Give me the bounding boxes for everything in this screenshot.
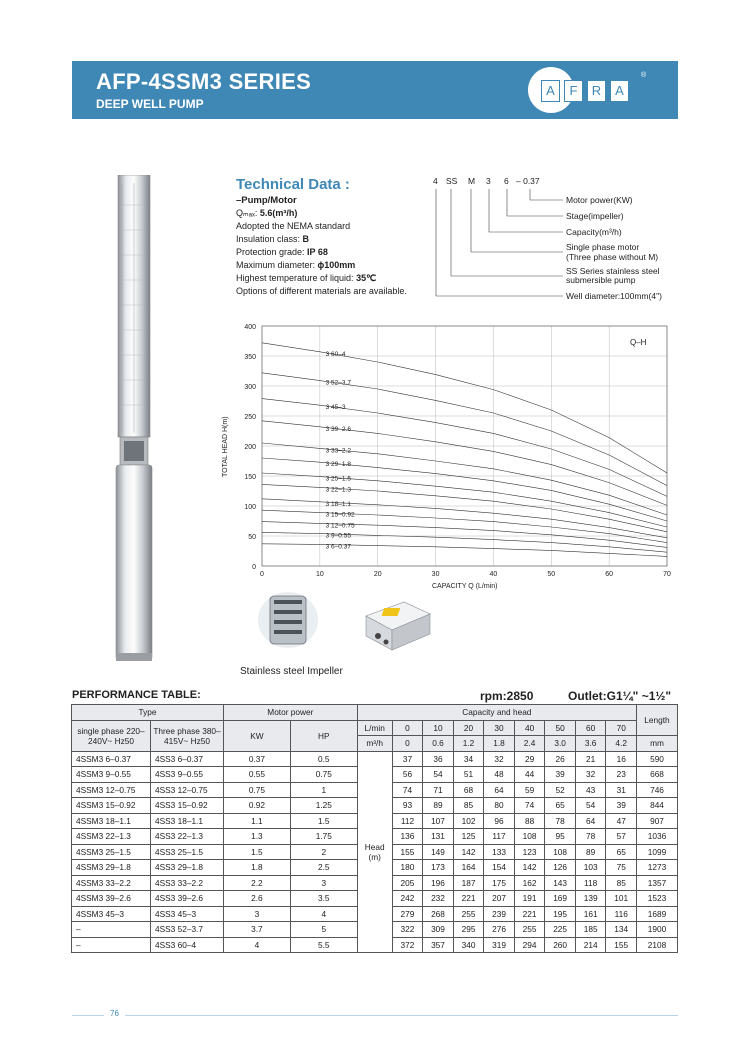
unit-lmin: L/min xyxy=(357,720,392,736)
head-cell: 279 xyxy=(392,906,423,922)
head-cell: 142 xyxy=(514,860,545,876)
three-phase-model: 4SS3 39–2.6 xyxy=(151,891,224,907)
series-line xyxy=(262,522,667,551)
series-label: 3 33–2.2 xyxy=(325,447,351,455)
y-tick-label: 50 xyxy=(248,534,256,541)
head-cell: 155 xyxy=(392,844,423,860)
three-phase-model: 4SS3 45–3 xyxy=(151,906,224,922)
head-cell: 108 xyxy=(514,829,545,845)
head-cell: 102 xyxy=(453,813,484,829)
head-cell: 64 xyxy=(484,782,515,798)
code-label: submersible pump xyxy=(566,275,636,285)
kw-header: KW xyxy=(224,720,291,751)
tech-line-label: Qₘₐₓ: xyxy=(236,208,260,218)
series-label: 3 25–1.5 xyxy=(325,475,351,483)
x-tick-label: 60 xyxy=(605,571,614,578)
unit-m3h: m³/h xyxy=(357,736,392,752)
length-cell: 590 xyxy=(637,751,678,767)
head-cell: 57 xyxy=(606,829,637,845)
head-cell: 195 xyxy=(545,906,576,922)
kw-cell: 2.2 xyxy=(224,875,291,891)
series-line xyxy=(262,510,667,542)
header-banner xyxy=(72,61,678,119)
flow-m3h: 0 xyxy=(392,736,423,752)
chart-ylabel: TOTAL HEAD H(m) xyxy=(222,416,229,477)
head-cell: 242 xyxy=(392,891,423,907)
logo-letter: R xyxy=(587,80,606,102)
kw-cell: 1.8 xyxy=(224,860,291,876)
single-phase-model: 4SSM3 15–0.92 xyxy=(72,798,151,814)
capacity-head-header: Capacity and head xyxy=(357,705,636,721)
head-cell: 85 xyxy=(606,875,637,891)
tech-line xyxy=(236,246,407,259)
head-cell: 108 xyxy=(545,844,576,860)
head-cell: 65 xyxy=(606,844,637,860)
footer-line xyxy=(72,1015,678,1016)
control-box-image xyxy=(356,598,436,656)
head-cell: 93 xyxy=(392,798,423,814)
single-phase-model: 4SSM3 18–1.1 xyxy=(72,813,151,829)
hp-header: HP xyxy=(290,720,357,751)
technical-data xyxy=(236,176,407,298)
hp-cell: 1.75 xyxy=(290,829,357,845)
flow-m3h: 3.0 xyxy=(545,736,576,752)
three-phase-model: 4SS3 52–3.7 xyxy=(151,922,224,938)
head-cell: 162 xyxy=(514,875,545,891)
series-label: 3 6–0.37 xyxy=(325,543,351,551)
tech-line-label: Maximum diameter: xyxy=(236,260,318,270)
kw-cell: 1.1 xyxy=(224,813,291,829)
head-cell: 125 xyxy=(453,829,484,845)
head-cell: 221 xyxy=(514,906,545,922)
kw-cell: 0.37 xyxy=(224,751,291,767)
series-label: 3 60–4 xyxy=(325,350,346,358)
three-phase-model: 4SS3 29–1.8 xyxy=(151,860,224,876)
head-cell: 175 xyxy=(484,875,515,891)
head-cell: 43 xyxy=(575,782,606,798)
hp-cell: 1.25 xyxy=(290,798,357,814)
head-cell: 207 xyxy=(484,891,515,907)
head-cell: 357 xyxy=(423,937,454,953)
three-phase-model: 4SS3 25–1.5 xyxy=(151,844,224,860)
head-cell: 340 xyxy=(453,937,484,953)
length-cell: 746 xyxy=(637,782,678,798)
head-cell: 39 xyxy=(545,767,576,783)
head-cell: 37 xyxy=(392,751,423,767)
code-label: Well diameter:100mm(4") xyxy=(566,291,662,301)
code-label: (Three phase without M) xyxy=(566,252,659,262)
head-cell: 44 xyxy=(514,767,545,783)
head-cell: 31 xyxy=(606,782,637,798)
three-phase-model: 4SS3 33–2.2 xyxy=(151,875,224,891)
three-phase-model: 4SS3 12–0.75 xyxy=(151,782,224,798)
x-tick-label: 0 xyxy=(260,571,264,578)
series-label: 3 15–0.92 xyxy=(325,511,355,519)
single-phase-model: 4SSM3 22–1.3 xyxy=(72,829,151,845)
tech-line xyxy=(236,272,407,285)
head-cell: 78 xyxy=(575,829,606,845)
series-line xyxy=(262,421,667,506)
three-phase-model: 4SS3 6–0.37 xyxy=(151,751,224,767)
logo-letter: A xyxy=(610,80,629,102)
three-phase-model: 4SS3 22–1.3 xyxy=(151,829,224,845)
head-cell: 52 xyxy=(545,782,576,798)
hp-cell: 5.5 xyxy=(290,937,357,953)
length-header: Length xyxy=(637,705,678,736)
impeller-caption: Stainless steel Impeller xyxy=(240,666,343,677)
tech-line-label: Highest temperature of liquid: xyxy=(236,273,357,283)
y-tick-label: 150 xyxy=(244,474,256,481)
unit-mm: mm xyxy=(637,736,678,752)
series-title: AFP-4SSM3 SERIES xyxy=(96,69,312,94)
head-cell: 56 xyxy=(392,767,423,783)
page-number: 76 xyxy=(104,1009,125,1018)
series-label: 3 12–0.75 xyxy=(325,522,355,530)
kw-cell: 0.55 xyxy=(224,767,291,783)
head-cell: 103 xyxy=(575,860,606,876)
kw-cell: 4 xyxy=(224,937,291,953)
logo-letter: F xyxy=(564,80,583,102)
head-cell: 85 xyxy=(453,798,484,814)
head-cell: 136 xyxy=(392,829,423,845)
motor-power-header: Motor power xyxy=(224,705,358,721)
hp-cell: 5 xyxy=(290,922,357,938)
table-row xyxy=(72,751,678,767)
y-tick-label: 100 xyxy=(244,504,256,511)
head-cell: 107 xyxy=(423,813,454,829)
head-cell: 164 xyxy=(453,860,484,876)
chart-title: Q–H xyxy=(630,338,647,347)
length-cell: 2108 xyxy=(637,937,678,953)
single-phase-model: – xyxy=(72,937,151,953)
flow-lmin: 50 xyxy=(545,720,576,736)
hp-cell: 2 xyxy=(290,844,357,860)
head-cell: 319 xyxy=(484,937,515,953)
head-cell: 23 xyxy=(606,767,637,783)
outlet-label: Outlet:G1¼" ~1½" xyxy=(568,689,672,703)
series-line xyxy=(262,499,667,538)
head-cell: 64 xyxy=(575,813,606,829)
head-cell: 89 xyxy=(575,844,606,860)
single-phase-model: 4SSM3 29–1.8 xyxy=(72,860,151,876)
rpm-label: rpm:2850 xyxy=(480,689,534,703)
model-code-diagram xyxy=(430,172,680,307)
three-phase-model: 4SS3 18–1.1 xyxy=(151,813,224,829)
head-cell: 78 xyxy=(545,813,576,829)
code-part: – 0.37 xyxy=(516,176,540,186)
head-cell: 54 xyxy=(575,798,606,814)
head-cell: 154 xyxy=(484,860,515,876)
head-cell: 89 xyxy=(423,798,454,814)
head-cell: 255 xyxy=(514,922,545,938)
flow-m3h: 4.2 xyxy=(606,736,637,752)
head-cell: 71 xyxy=(423,782,454,798)
series-line xyxy=(262,484,667,531)
head-cell: 133 xyxy=(484,844,515,860)
head-cell: 268 xyxy=(423,906,454,922)
type-header: Type xyxy=(72,705,224,721)
kw-cell: 1.5 xyxy=(224,844,291,860)
length-cell: 1273 xyxy=(637,860,678,876)
pump-image xyxy=(110,175,158,665)
hp-cell: 1.5 xyxy=(290,813,357,829)
flow-lmin: 20 xyxy=(453,720,484,736)
head-cell: 68 xyxy=(453,782,484,798)
head-cell: 112 xyxy=(392,813,423,829)
series-subtitle: DEEP WELL PUMP xyxy=(96,97,204,111)
head-cell: 16 xyxy=(606,751,637,767)
series-line xyxy=(262,544,667,557)
head-cell: 47 xyxy=(606,813,637,829)
three-phase-model: 4SS3 9–0.55 xyxy=(151,767,224,783)
tech-line xyxy=(236,285,407,298)
head-cell: 26 xyxy=(545,751,576,767)
qh-chart xyxy=(210,315,680,595)
single-phase-model: 4SSM3 12–0.75 xyxy=(72,782,151,798)
single-phase-model: 4SSM3 39–2.6 xyxy=(72,891,151,907)
logo-letter: A xyxy=(541,80,560,102)
head-cell: 221 xyxy=(453,891,484,907)
series-line xyxy=(262,532,667,552)
y-tick-label: 400 xyxy=(244,324,256,331)
flow-m3h: 0.6 xyxy=(423,736,454,752)
code-label: Stage(impeller) xyxy=(566,211,624,221)
single-phase-model: 4SSM3 6–0.37 xyxy=(72,751,151,767)
code-part: 6 xyxy=(504,176,509,186)
head-cell: 260 xyxy=(545,937,576,953)
y-tick-label: 250 xyxy=(244,414,256,421)
registered-mark: ® xyxy=(641,72,647,79)
code-label: Capacity(m³/h) xyxy=(566,227,622,237)
head-label-cell: Head (m) xyxy=(357,751,392,953)
tech-line-value: 35℃ xyxy=(356,273,377,283)
tech-line xyxy=(236,259,407,272)
three-phase-header: Three phase 380–415V~ Hz50 xyxy=(151,720,224,751)
head-cell: 143 xyxy=(545,875,576,891)
series-label: 3 52–3.7 xyxy=(325,379,351,387)
head-cell: 205 xyxy=(392,875,423,891)
hp-cell: 1 xyxy=(290,782,357,798)
head-cell: 51 xyxy=(453,767,484,783)
head-cell: 32 xyxy=(575,767,606,783)
x-tick-label: 70 xyxy=(663,571,671,578)
flow-lmin: 0 xyxy=(392,720,423,736)
head-cell: 48 xyxy=(484,767,515,783)
series-label: 3 29–1.8 xyxy=(325,461,351,469)
head-cell: 149 xyxy=(423,844,454,860)
length-cell: 844 xyxy=(637,798,678,814)
x-tick-label: 50 xyxy=(547,571,556,578)
head-cell: 74 xyxy=(514,798,545,814)
single-phase-model: 4SSM3 33–2.2 xyxy=(72,875,151,891)
hp-cell: 3 xyxy=(290,875,357,891)
head-cell: 294 xyxy=(514,937,545,953)
code-label: Single phase motor xyxy=(566,242,640,252)
head-cell: 34 xyxy=(453,751,484,767)
head-cell: 118 xyxy=(575,875,606,891)
head-cell: 54 xyxy=(423,767,454,783)
tech-subheading: –Pump/Motor xyxy=(236,195,297,206)
head-cell: 123 xyxy=(514,844,545,860)
head-cell: 276 xyxy=(484,922,515,938)
series-label: 3 22–1.3 xyxy=(325,486,351,494)
series-label: 3 45–3 xyxy=(325,404,346,412)
hp-cell: 0.5 xyxy=(290,751,357,767)
x-tick-label: 30 xyxy=(431,571,440,578)
head-cell: 101 xyxy=(606,891,637,907)
length-cell: 1689 xyxy=(637,906,678,922)
y-tick-label: 300 xyxy=(244,384,256,391)
hp-cell: 4 xyxy=(290,906,357,922)
single-phase-model: 4SSM3 45–3 xyxy=(72,906,151,922)
tech-line xyxy=(236,207,407,220)
length-cell: 1357 xyxy=(637,875,678,891)
length-cell: 1523 xyxy=(637,891,678,907)
series-line xyxy=(262,343,667,473)
head-cell: 117 xyxy=(484,829,515,845)
y-tick-label: 0 xyxy=(252,564,256,571)
head-cell: 96 xyxy=(484,813,515,829)
tech-line-value: IP 68 xyxy=(307,247,328,257)
tech-line-label: Insulation class: xyxy=(236,234,303,244)
kw-cell: 2.6 xyxy=(224,891,291,907)
flow-lmin: 60 xyxy=(575,720,606,736)
tech-line xyxy=(236,233,407,246)
head-cell: 131 xyxy=(423,829,454,845)
head-cell: 191 xyxy=(514,891,545,907)
series-label: 3 39–2.6 xyxy=(325,425,351,433)
single-phase-model: 4SSM3 25–1.5 xyxy=(72,844,151,860)
series-label: 3 18–1.1 xyxy=(325,500,351,508)
chart-xlabel: CAPACITY Q (L/min) xyxy=(432,583,498,590)
head-cell: 142 xyxy=(453,844,484,860)
afra-logo xyxy=(528,67,668,113)
performance-table xyxy=(71,704,678,953)
single-phase-model: 4SSM3 9–0.55 xyxy=(72,767,151,783)
hp-cell: 3.5 xyxy=(290,891,357,907)
head-cell: 295 xyxy=(453,922,484,938)
head-cell: 169 xyxy=(545,891,576,907)
three-phase-model: 4SS3 60–4 xyxy=(151,937,224,953)
head-cell: 134 xyxy=(606,922,637,938)
head-cell: 372 xyxy=(392,937,423,953)
head-cell: 74 xyxy=(392,782,423,798)
single-phase-model: – xyxy=(72,922,151,938)
head-cell: 65 xyxy=(545,798,576,814)
head-cell: 126 xyxy=(545,860,576,876)
head-cell: 21 xyxy=(575,751,606,767)
code-part: M xyxy=(468,176,476,186)
tech-line-value: 5.6(m³/h) xyxy=(259,208,298,218)
head-cell: 88 xyxy=(514,813,545,829)
head-cell: 214 xyxy=(575,937,606,953)
tech-line-value: B xyxy=(302,234,310,244)
head-cell: 29 xyxy=(514,751,545,767)
head-cell: 322 xyxy=(392,922,423,938)
head-cell: 185 xyxy=(575,922,606,938)
kw-cell: 3.7 xyxy=(224,922,291,938)
kw-cell: 1.3 xyxy=(224,829,291,845)
code-part: SS xyxy=(446,176,458,186)
flow-lmin: 70 xyxy=(606,720,637,736)
flow-m3h: 2.4 xyxy=(514,736,545,752)
length-cell: 907 xyxy=(637,813,678,829)
tech-line-label: Options of different materials are available. xyxy=(236,286,407,296)
flow-lmin: 10 xyxy=(423,720,454,736)
y-tick-label: 350 xyxy=(244,354,256,361)
impeller-image xyxy=(256,590,320,650)
tech-line-label: Protection grade: xyxy=(236,247,308,257)
head-cell: 180 xyxy=(392,860,423,876)
head-cell: 32 xyxy=(484,751,515,767)
code-label: SS Series stainless steel xyxy=(566,266,660,276)
head-cell: 161 xyxy=(575,906,606,922)
three-phase-model: 4SS3 15–0.92 xyxy=(151,798,224,814)
code-label: Motor power(KW) xyxy=(566,195,633,205)
single-phase-header: single phase 220–240V~ Hz50 xyxy=(72,720,151,751)
head-cell: 80 xyxy=(484,798,515,814)
head-cell: 255 xyxy=(453,906,484,922)
kw-cell: 3 xyxy=(224,906,291,922)
head-cell: 116 xyxy=(606,906,637,922)
length-cell: 1099 xyxy=(637,844,678,860)
x-tick-label: 20 xyxy=(373,571,382,578)
head-cell: 225 xyxy=(545,922,576,938)
performance-title: PERFORMANCE TABLE: xyxy=(72,689,201,701)
y-tick-label: 200 xyxy=(244,444,256,451)
head-cell: 187 xyxy=(453,875,484,891)
tech-line-label: Adopted the NEMA standard xyxy=(236,221,351,231)
length-cell: 1900 xyxy=(637,922,678,938)
head-cell: 75 xyxy=(606,860,637,876)
head-cell: 36 xyxy=(423,751,454,767)
hp-cell: 2.5 xyxy=(290,860,357,876)
code-part: 3 xyxy=(486,176,491,186)
head-cell: 139 xyxy=(575,891,606,907)
flow-m3h: 1.8 xyxy=(484,736,515,752)
head-cell: 39 xyxy=(606,798,637,814)
flow-lmin: 40 xyxy=(514,720,545,736)
code-part: 4 xyxy=(433,176,438,186)
length-cell: 1036 xyxy=(637,829,678,845)
length-cell: 668 xyxy=(637,767,678,783)
series-label: 3 9–0.55 xyxy=(325,532,351,540)
head-cell: 309 xyxy=(423,922,454,938)
x-tick-label: 10 xyxy=(315,571,324,578)
flow-m3h: 1.2 xyxy=(453,736,484,752)
tech-line xyxy=(236,220,407,233)
head-cell: 59 xyxy=(514,782,545,798)
head-cell: 239 xyxy=(484,906,515,922)
tech-line-value: ϕ100mm xyxy=(317,260,356,270)
hp-cell: 0.75 xyxy=(290,767,357,783)
kw-cell: 0.75 xyxy=(224,782,291,798)
head-cell: 173 xyxy=(423,860,454,876)
x-tick-label: 40 xyxy=(489,571,498,578)
flow-m3h: 3.6 xyxy=(575,736,606,752)
tech-heading: Technical Data : xyxy=(236,176,350,193)
head-cell: 196 xyxy=(423,875,454,891)
flow-lmin: 30 xyxy=(484,720,515,736)
kw-cell: 0.92 xyxy=(224,798,291,814)
head-cell: 232 xyxy=(423,891,454,907)
head-cell: 95 xyxy=(545,829,576,845)
head-cell: 155 xyxy=(606,937,637,953)
